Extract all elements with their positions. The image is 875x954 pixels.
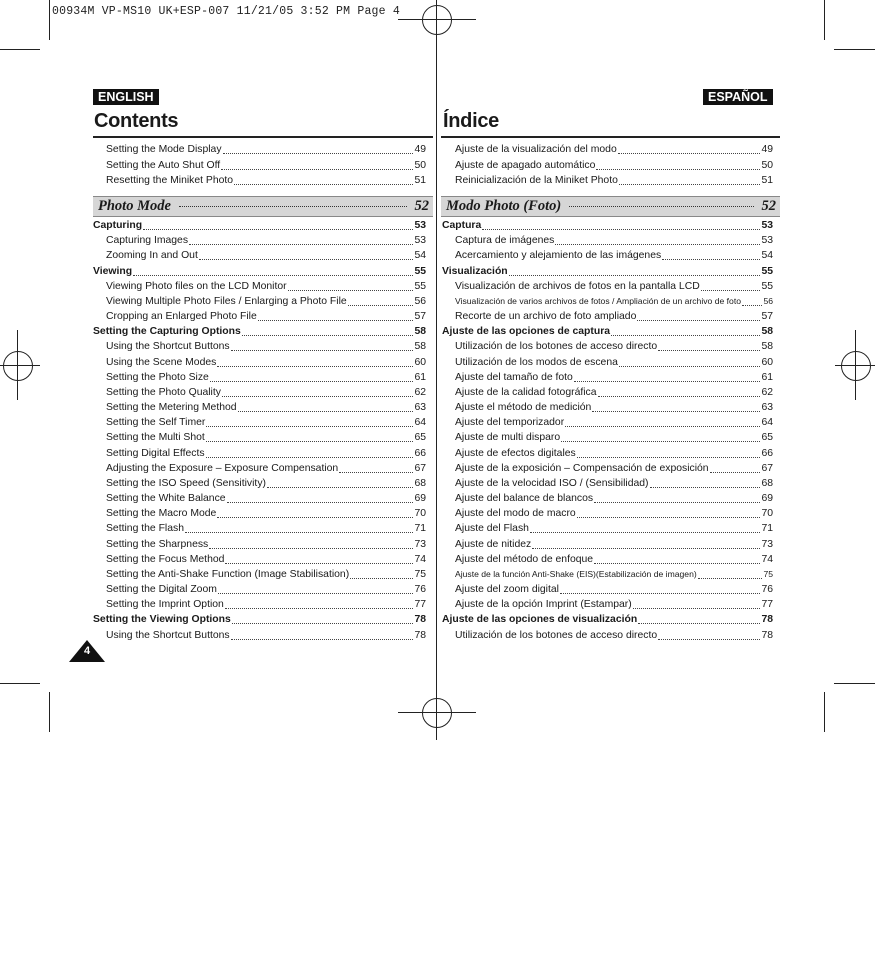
toc-entry-label: Setting the Self Timer: [106, 417, 206, 429]
toc-entry-label: Ajuste el método de medición: [455, 402, 592, 414]
leader-dots: [133, 275, 413, 276]
registration-mark-icon: [422, 5, 452, 35]
leader-dots: [218, 593, 414, 594]
toc-entry-page: 78: [761, 629, 773, 641]
registration-mark-icon: [422, 698, 452, 728]
toc-entry: [106, 248, 426, 263]
toc-entry: [455, 446, 773, 461]
toc-entry: [106, 446, 426, 461]
leader-dots: [217, 366, 413, 367]
toc-entry-label: Ajuste del tamaño de foto: [455, 371, 573, 383]
leader-dots: [231, 350, 414, 351]
toc-entry: [455, 158, 773, 173]
leader-dots: [209, 548, 413, 549]
toc-entry: [106, 461, 426, 476]
toc-entry: [455, 248, 773, 263]
toc-entry-page: 76: [414, 584, 426, 596]
leader-dots: [532, 548, 760, 549]
toc-entry-page: 70: [414, 508, 426, 520]
leader-dots: [569, 206, 753, 207]
toc-entry-label: Setting the Flash: [106, 523, 184, 535]
leader-dots: [638, 623, 760, 624]
toc-entry-label: Setting Digital Effects: [106, 447, 205, 459]
toc-entry: [455, 597, 773, 612]
title-rule: [93, 136, 433, 138]
section-page: 52: [761, 198, 776, 214]
toc-entry-page: 65: [414, 432, 426, 444]
toc-entry-page: 73: [414, 538, 426, 550]
toc-entry-page: 66: [761, 447, 773, 459]
toc-entry-label: Ajuste de nitidez: [455, 538, 532, 550]
toc-entry: [106, 491, 426, 506]
registration-mark-icon: [436, 0, 437, 40]
toc-entry-label: Ajuste de las opciones de visualización: [442, 614, 638, 626]
toc-entry-page: 60: [761, 356, 773, 368]
toc-entry: [106, 400, 426, 415]
toc-entry-label: Cropping an Enlarged Photo File: [106, 311, 257, 323]
leader-dots: [206, 441, 414, 442]
toc-entry-label: Setting the Digital Zoom: [106, 584, 217, 596]
toc-entry-page: 58: [761, 341, 773, 353]
leader-dots: [288, 290, 414, 291]
toc-heading-entry: [442, 612, 773, 627]
toc-entry-page: 73: [761, 538, 773, 550]
toc-entry: [455, 355, 773, 370]
toc-entry-label: Ajuste del método de enfoque: [455, 553, 594, 565]
toc-entry: [106, 370, 426, 385]
leader-dots: [339, 472, 413, 473]
leader-dots: [223, 153, 414, 154]
leader-dots: [348, 305, 414, 306]
toc-entry-label: Ajuste de la calidad fotográfica: [455, 386, 597, 398]
crop-mark: [824, 692, 825, 732]
toc-entry-label: Setting the Macro Mode: [106, 508, 217, 520]
section-title: Modo Photo (Foto): [446, 198, 562, 214]
toc-entry-label: Using the Shortcut Buttons: [106, 629, 230, 641]
leader-dots: [242, 335, 414, 336]
toc-entry: [455, 339, 773, 354]
toc-entry: [106, 628, 426, 643]
leader-dots: [222, 396, 413, 397]
toc-entry-page: 77: [414, 599, 426, 611]
toc-entry-label: Acercamiento y alejamiento de las imágenes: [455, 250, 662, 262]
leader-dots: [232, 623, 414, 624]
toc-entry: [106, 385, 426, 400]
leader-dots: [710, 472, 761, 473]
toc-entry-label: Captura de imágenes: [455, 235, 555, 247]
toc-entry-page: 78: [414, 629, 426, 641]
toc-entry-page: 62: [761, 386, 773, 398]
toc-entry: [106, 309, 426, 324]
leader-dots: [742, 305, 762, 306]
toc-entry-page: 50: [761, 159, 773, 171]
leader-dots: [225, 608, 414, 609]
toc-entry: [106, 173, 426, 188]
toc-entry: [106, 233, 426, 248]
leader-dots: [258, 320, 414, 321]
toc-entry-page: 78: [414, 614, 426, 626]
leader-dots: [592, 411, 760, 412]
toc-entry: [455, 521, 773, 536]
toc-entry: [106, 430, 426, 445]
toc-entry-page: 54: [414, 250, 426, 262]
toc-entry-label: Setting the Photo Size: [106, 371, 209, 383]
toc-entry-page: 71: [761, 523, 773, 535]
toc-entry-page: 58: [761, 326, 773, 338]
toc-entry-label: Captura: [442, 220, 482, 231]
toc-entry-label: Resetting the Miniket Photo: [106, 175, 234, 186]
toc-entry-page: 53: [761, 220, 773, 231]
toc-entry-page: 49: [761, 144, 773, 155]
toc-entry: [455, 628, 773, 643]
crop-mark: [49, 692, 50, 732]
registration-mark-icon: [841, 351, 871, 381]
toc-entry-page: 62: [414, 386, 426, 398]
toc-entry: [455, 279, 773, 294]
toc-entry-label: Ajuste del modo de macro: [455, 508, 576, 520]
leader-dots: [561, 441, 760, 442]
registration-mark-icon: [3, 351, 33, 381]
toc-entry: [106, 415, 426, 430]
crop-mark: [0, 49, 40, 50]
toc-entry-label: Viewing Photo files on the LCD Monitor: [106, 280, 287, 292]
toc-entry: [455, 415, 773, 430]
toc-entry-label: Setting the Viewing Options: [93, 614, 231, 626]
toc-entry: [106, 142, 426, 157]
registration-mark-icon: [0, 365, 40, 366]
leader-dots: [210, 381, 414, 382]
toc-entry-label: Zooming In and Out: [106, 250, 198, 262]
toc-entry: [106, 506, 426, 521]
leader-dots: [185, 532, 413, 533]
toc-entry-label: Visualización de archivos de fotos en la pantalla LCD: [455, 280, 700, 292]
toc-entry-page: 65: [761, 432, 773, 444]
toc-entry: [106, 597, 426, 612]
toc-entry-page: 51: [414, 175, 426, 186]
toc-entry: [455, 233, 773, 248]
leader-dots: [206, 457, 414, 458]
toc-entry: [106, 567, 426, 582]
toc-entry: [455, 491, 773, 506]
toc-entry-label: Ajuste de multi disparo: [455, 432, 561, 444]
toc-entry-page: 56: [763, 295, 773, 306]
leader-dots: [594, 563, 760, 564]
toc-entry-label: Viewing: [93, 265, 133, 277]
toc-entry-label: Ajuste de efectos digitales: [455, 447, 576, 459]
toc-entry: [455, 506, 773, 521]
toc-entry-label: Viewing Multiple Photo Files / Enlarging a Photo File: [106, 295, 347, 307]
toc-entry: [455, 142, 773, 157]
leader-dots: [565, 426, 760, 427]
toc-entry-label: Setting the Photo Quality: [106, 386, 221, 398]
toc-entry: [106, 279, 426, 294]
leader-dots: [234, 184, 413, 185]
toc-entry-label: Ajuste de la visualización del modo: [455, 144, 617, 155]
toc-entry-page: 68: [414, 477, 426, 489]
leader-dots: [619, 184, 761, 185]
toc-entry-page: 64: [414, 417, 426, 429]
language-badge-espanol: ESPAÑOL: [703, 89, 773, 105]
toc-entry-label: Ajuste de las opciones de captura: [442, 326, 611, 338]
leader-dots: [199, 259, 414, 260]
toc-entry-label: Capturing Images: [106, 235, 189, 247]
toc-entry-label: Setting the Auto Shut Off: [106, 159, 221, 171]
toc-entry-page: 50: [414, 159, 426, 171]
toc-entry-page: 77: [761, 599, 773, 611]
toc-entry-page: 55: [761, 265, 773, 277]
toc-entry-label: Setting the Metering Method: [106, 402, 237, 414]
leader-dots: [619, 366, 761, 367]
toc-entry: [106, 294, 426, 309]
toc-heading-entry: [93, 612, 426, 627]
leader-dots: [217, 517, 413, 518]
leader-dots: [227, 502, 414, 503]
toc-entry: [455, 461, 773, 476]
leader-dots: [555, 244, 760, 245]
toc-entry-page: 68: [761, 477, 773, 489]
section-page: 52: [414, 198, 429, 214]
toc-entry-page: 63: [414, 402, 426, 414]
toc-entry: [455, 385, 773, 400]
toc-entry: [106, 537, 426, 552]
leader-dots: [594, 502, 760, 503]
crop-mark: [834, 683, 875, 684]
toc-entry-label: Utilización de los modos de escena: [455, 356, 618, 368]
toc-heading-entry: [93, 264, 426, 279]
leader-dots: [611, 335, 760, 336]
toc-entry-label: Capturing: [93, 220, 143, 231]
toc-entry-page: 58: [414, 341, 426, 353]
toc-entry-label: Setting the Sharpness: [106, 538, 209, 550]
toc-entry-page: 53: [761, 235, 773, 247]
toc-entry-page: 64: [761, 417, 773, 429]
toc-entry: [106, 582, 426, 597]
toc-entry-label: Setting the Anti-Shake Function (Image Stabilisation): [106, 568, 350, 580]
toc-entry-label: Using the Scene Modes: [106, 356, 217, 368]
toc-entry-label: Setting the Multi Shot: [106, 432, 205, 444]
toc-heading-entry: [93, 324, 426, 339]
section-heading: [441, 196, 780, 217]
leader-dots: [221, 169, 413, 170]
toc-entry-page: 58: [414, 326, 426, 338]
toc-entry-label: Ajuste de la opción Imprint (Estampar): [455, 599, 632, 611]
center-fold-line: [436, 40, 437, 690]
registration-mark-icon: [398, 19, 476, 20]
leader-dots: [577, 457, 761, 458]
crop-mark: [49, 0, 50, 40]
toc-entry-page: 70: [761, 508, 773, 520]
leader-dots: [509, 275, 761, 276]
toc-entry: [455, 400, 773, 415]
print-slug: 00934M VP-MS10 UK+ESP-007 11/21/05 3:52 PM Page 4: [52, 5, 400, 18]
toc-entry: [455, 309, 773, 324]
language-badge-english: ENGLISH: [93, 89, 159, 105]
leader-dots: [482, 229, 760, 230]
toc-entry: [455, 294, 773, 309]
toc-entry-page: 53: [414, 235, 426, 247]
toc-entry-page: 55: [414, 265, 426, 277]
toc-entry-page: 69: [761, 493, 773, 505]
toc-entry: [106, 521, 426, 536]
leader-dots: [238, 411, 414, 412]
page-title-espanol: Índice: [443, 110, 499, 132]
leader-dots: [658, 350, 760, 351]
toc-entry-page: 67: [761, 462, 773, 474]
toc-entry: [455, 370, 773, 385]
toc-entry-page: 71: [414, 523, 426, 535]
toc-entry-page: 78: [761, 614, 773, 626]
toc-entry: [455, 582, 773, 597]
toc-entry-label: Ajuste del temporizador: [455, 417, 565, 429]
toc-entry-label: Setting the Imprint Option: [106, 599, 224, 611]
toc-entry-page: 74: [761, 553, 773, 565]
toc-entry-page: 51: [761, 175, 773, 186]
toc-entry: [455, 173, 773, 188]
toc-entry-label: Visualización: [442, 265, 508, 277]
toc-entry-label: Setting the White Balance: [106, 493, 226, 505]
toc-entry-page: 61: [761, 371, 773, 383]
crop-mark: [824, 0, 825, 40]
leader-dots: [574, 381, 761, 382]
toc-entry-label: Ajuste de la velocidad ISO / (Sensibilidad): [455, 477, 649, 489]
toc-entry-page: 67: [414, 462, 426, 474]
toc-entry-page: 63: [761, 402, 773, 414]
section-title: Photo Mode: [98, 198, 171, 214]
toc-entry-page: 75: [414, 568, 426, 580]
toc-entry-page: 69: [414, 493, 426, 505]
toc-entry: [455, 567, 773, 582]
leader-dots: [530, 532, 761, 533]
toc-entry-label: Ajuste del balance de blancos: [455, 493, 594, 505]
toc-entry: [455, 537, 773, 552]
toc-entry-label: Ajuste del zoom digital: [455, 584, 559, 596]
toc-entry-label: Reinicialización de la Miniket Photo: [455, 175, 618, 186]
toc-entry-label: Adjusting the Exposure – Exposure Compensation: [106, 462, 339, 474]
toc-entry: [455, 430, 773, 445]
leader-dots: [596, 169, 760, 170]
leader-dots: [143, 229, 413, 230]
toc-entry-page: 60: [414, 356, 426, 368]
leader-dots: [650, 487, 761, 488]
leader-dots: [701, 290, 761, 291]
leader-dots: [179, 206, 407, 207]
leader-dots: [350, 578, 413, 579]
leader-dots: [698, 578, 763, 579]
toc-entry: [455, 476, 773, 491]
toc-entry-label: Ajuste del Flash: [455, 523, 529, 535]
crop-mark: [0, 683, 40, 684]
leader-dots: [560, 593, 760, 594]
toc-heading-entry: [442, 218, 773, 233]
toc-entry-label: Utilización de los botones de acceso directo: [455, 629, 658, 641]
section-heading: [93, 196, 433, 217]
leader-dots: [231, 639, 414, 640]
leader-dots: [577, 517, 761, 518]
leader-dots: [206, 426, 413, 427]
toc-entry-page: 74: [414, 553, 426, 565]
toc-entry-page: 61: [414, 371, 426, 383]
toc-entry-page: 55: [761, 280, 773, 292]
toc-entry-label: Ajuste de apagado automático: [455, 159, 596, 171]
toc-entry: [106, 339, 426, 354]
toc-entry-label: Visualización de varios archivos de fotos / Ampliación de un archivo de foto: [455, 295, 741, 306]
leader-dots: [633, 608, 761, 609]
toc-entry-page: 54: [761, 250, 773, 262]
toc-entry: [455, 552, 773, 567]
toc-entry-label: Ajuste de la función Anti-Shake (EIS)(Estabilización de imagen): [455, 568, 697, 579]
toc-entry-label: Recorte de un archivo de foto ampliado: [455, 311, 637, 323]
leader-dots: [189, 244, 413, 245]
toc-entry-page: 56: [414, 295, 426, 307]
toc-entry: [106, 476, 426, 491]
leader-dots: [662, 259, 760, 260]
leader-dots: [225, 563, 413, 564]
registration-mark-icon: [835, 365, 875, 366]
toc-entry-label: Setting the Capturing Options: [93, 326, 241, 338]
toc-entry-page: 57: [761, 311, 773, 323]
toc-heading-entry: [442, 324, 773, 339]
toc-entry-label: Setting the Mode Display: [106, 144, 222, 155]
page-number: 4: [83, 645, 91, 657]
toc-entry-page: 75: [763, 568, 773, 579]
toc-entry: [106, 355, 426, 370]
registration-mark-icon: [436, 690, 437, 740]
leader-dots: [658, 639, 760, 640]
toc-entry: [106, 158, 426, 173]
toc-entry-page: 49: [414, 144, 426, 155]
leader-dots: [637, 320, 760, 321]
leader-dots: [618, 153, 761, 154]
toc-entry-label: Using the Shortcut Buttons: [106, 341, 230, 353]
toc-entry-label: Utilización de los botones de acceso directo: [455, 341, 658, 353]
toc-entry: [106, 552, 426, 567]
leader-dots: [267, 487, 413, 488]
toc-entry-page: 66: [414, 447, 426, 459]
toc-entry-label: Setting the Focus Method: [106, 553, 225, 565]
toc-entry-page: 57: [414, 311, 426, 323]
toc-heading-entry: [93, 218, 426, 233]
toc-entry-label: Setting the ISO Speed (Sensitivity): [106, 477, 266, 489]
crop-mark: [834, 49, 875, 50]
toc-entry-page: 55: [414, 280, 426, 292]
leader-dots: [598, 396, 761, 397]
toc-entry-page: 53: [414, 220, 426, 231]
toc-entry-label: Ajuste de la exposición – Compensación de exposición: [455, 462, 709, 474]
toc-heading-entry: [442, 264, 773, 279]
title-rule: [441, 136, 780, 138]
registration-mark-icon: [398, 712, 476, 713]
page-title-english: Contents: [94, 110, 179, 132]
toc-entry-page: 76: [761, 584, 773, 596]
